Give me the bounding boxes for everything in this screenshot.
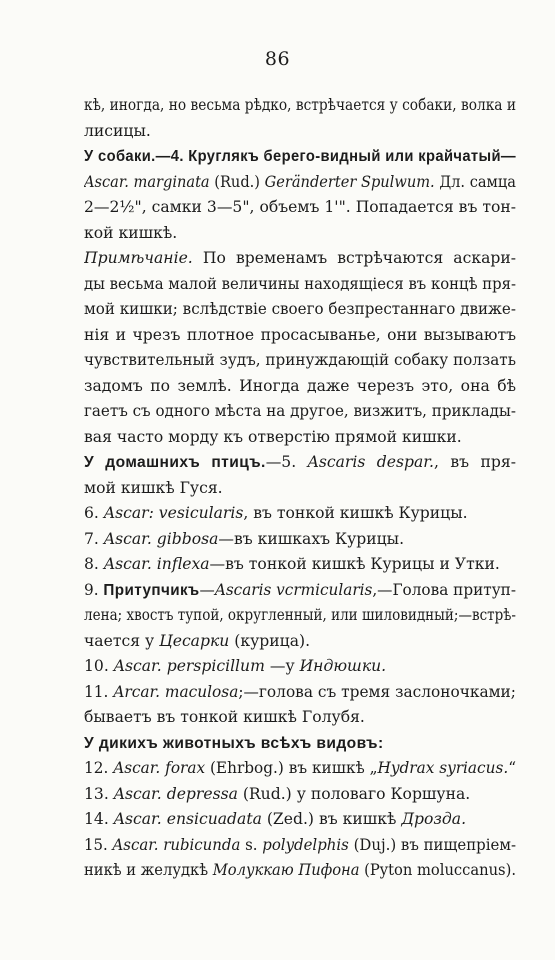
- text-run: чается у: [84, 631, 160, 650]
- italic-run: Ascar. inflexa: [103, 555, 210, 573]
- text-run: 6.: [84, 504, 104, 522]
- line-content: [84, 603, 516, 629]
- line-content: [84, 680, 516, 706]
- text-line: [84, 450, 516, 476]
- text-line: [84, 807, 516, 833]
- text-line: [84, 348, 516, 374]
- text-run: кой кишкѣ.: [84, 223, 178, 242]
- italic-run: Hydrax syriacus.: [377, 759, 509, 777]
- text-run: гаетъ съ одного мѣста на другое, визжитъ, приклады-: [84, 402, 516, 420]
- text-line: [84, 323, 516, 349]
- text-run: (Pyton moluccanus).: [359, 861, 516, 879]
- italic-run: Ascar. rubicunda: [112, 835, 241, 854]
- text-run: —у: [264, 657, 300, 675]
- line-content: [84, 756, 516, 782]
- text-line: [84, 170, 516, 196]
- bold-heading-run: У собаки.—4. Круглякъ берего-видный или крайчатый—: [84, 148, 516, 165]
- text-line: [84, 501, 516, 527]
- italic-run: Дрозда.: [401, 810, 467, 828]
- line-content: [84, 858, 516, 884]
- line-content: [84, 501, 468, 527]
- text-run: 10.: [84, 657, 114, 675]
- text-line: [84, 756, 516, 782]
- italic-run: Arcar. maculosa: [113, 682, 239, 701]
- text-line: [84, 603, 516, 629]
- text-run: —въ кишкахъ Курицы.: [218, 529, 405, 548]
- line-content: [84, 297, 516, 323]
- line-content: [84, 425, 462, 451]
- text-line: [84, 858, 516, 884]
- text-run: , въ пря-: [433, 453, 516, 471]
- text-run: По временамъ встрѣчаются аскари-: [192, 249, 516, 267]
- text-run: 2—2½", самки 3—5", объемъ 1'". Попадается въ тон-: [84, 198, 516, 216]
- text-run: —5.: [265, 453, 308, 471]
- page-number: 86: [264, 48, 291, 70]
- text-run: чувствительный зудъ, принуждающій собаку ползать: [84, 351, 516, 369]
- line-content: [84, 195, 516, 221]
- text-run: 8.: [84, 555, 104, 573]
- line-content: [84, 450, 516, 476]
- text-line: [84, 93, 516, 119]
- italic-run: Ascar. perspicillum: [113, 657, 265, 675]
- text-run: вая часто морду къ отверстію прямой кишки.: [84, 427, 462, 446]
- text-run: 11.: [84, 682, 114, 701]
- line-content: [84, 374, 516, 400]
- line-content: [84, 527, 404, 553]
- italic-run: Ascar. gibbosa: [103, 529, 219, 548]
- text-line: [84, 425, 516, 451]
- text-line: [84, 195, 516, 221]
- text-run: мой кишкѣ Гуся.: [84, 478, 223, 497]
- text-run: —: [199, 580, 215, 599]
- text-run: 13.: [84, 784, 114, 803]
- line-content: [84, 807, 466, 833]
- text-line: [84, 374, 516, 400]
- italic-run: Индюшки.: [299, 657, 387, 675]
- text-run: (Ehrbog.) въ кишкѣ „: [205, 759, 378, 777]
- line-content: [84, 705, 365, 731]
- text-line: [84, 297, 516, 323]
- line-content: [84, 731, 384, 757]
- line-content: [84, 476, 223, 502]
- italic-run: Ascar: vesicularis: [103, 504, 244, 522]
- line-content: [84, 93, 516, 119]
- text-line: [84, 731, 516, 757]
- line-content: [84, 119, 151, 145]
- text-run: ды весьма малой величины находящіеся въ концѣ пря-: [84, 274, 516, 293]
- text-line: [84, 144, 516, 170]
- italic-run: Ascaris vcrmicularis: [214, 580, 373, 599]
- text-line: [84, 476, 516, 502]
- line-content: [84, 348, 516, 374]
- text-line: [84, 654, 516, 680]
- text-run: (Rud.): [209, 172, 265, 191]
- italic-run: Примѣчаніе.: [84, 249, 193, 267]
- text-run: кѣ, иногда, но весьма рѣдко, встрѣчается у собаки, волка и: [84, 96, 516, 114]
- italic-run: polydelphis: [262, 835, 349, 854]
- line-content: [84, 833, 516, 859]
- text-run: бываетъ въ тонкой кишкѣ Голубя.: [84, 708, 365, 726]
- text-line: [84, 399, 516, 425]
- italic-run: Ascar. marginata: [84, 172, 210, 191]
- text-run: (Duj.) въ пищепріем-: [348, 835, 516, 854]
- body-text: [84, 93, 516, 884]
- italic-run: Цесарки: [159, 631, 230, 650]
- text-run: “: [508, 759, 516, 777]
- text-line: [84, 119, 516, 145]
- text-run: 12.: [84, 759, 114, 777]
- text-run: мой кишки; вслѣдствіе своего безпрестаннаго движе-: [84, 300, 516, 318]
- italic-run: Ascar. ensicuadata: [113, 810, 262, 828]
- text-run: 7.: [84, 529, 104, 548]
- text-run: ,—Голова притуп-: [372, 580, 516, 599]
- text-run: лисицы.: [84, 121, 151, 140]
- text-run: 15.: [84, 835, 113, 854]
- text-run: , въ тонкой кишкѣ Курицы.: [243, 504, 468, 522]
- line-content: [84, 170, 516, 196]
- italic-run: Ascaris despar.: [307, 453, 434, 471]
- italic-run: Ascar. depressa: [113, 784, 238, 803]
- line-content: [84, 246, 516, 272]
- text-run: 14.: [84, 810, 114, 828]
- bold-heading-run: У дикихъ животныхъ всѣхъ видовъ:: [84, 734, 384, 752]
- line-content: [84, 782, 470, 808]
- text-run: —въ тонкой кишкѣ Курицы и Утки.: [209, 555, 500, 573]
- text-run: Дл. самца: [434, 172, 516, 191]
- line-content: [84, 272, 516, 298]
- line-content: [84, 323, 516, 349]
- text-line: [84, 680, 516, 706]
- text-line: [84, 527, 516, 553]
- text-run: никѣ и желудкѣ: [84, 861, 213, 879]
- text-run: ;—голова съ тремя заслоночками;: [238, 682, 516, 701]
- line-content: [84, 629, 310, 655]
- text-run: 9.: [84, 580, 104, 599]
- text-line: [84, 833, 516, 859]
- text-line: [84, 705, 516, 731]
- line-content: [84, 552, 500, 578]
- italic-run: Geränderter Spulwum.: [264, 172, 435, 191]
- line-content: [84, 221, 177, 247]
- text-line: [84, 552, 516, 578]
- text-line: [84, 782, 516, 808]
- text-run: лена; хвостъ тупой, округленный, или шиловидный;—встрѣ-: [84, 606, 516, 624]
- line-content: [84, 654, 386, 680]
- text-run: s.: [240, 835, 263, 854]
- text-run: (курица).: [229, 631, 311, 650]
- bold-heading-run: Притупчикъ: [103, 581, 200, 599]
- text-run: (Rud.) у половаго Коршуна.: [237, 784, 471, 803]
- text-line: [84, 221, 516, 247]
- text-run: (Zed.) въ кишкѣ: [261, 810, 402, 828]
- text-line: [84, 272, 516, 298]
- italic-run: Молуккаю Пифона: [212, 861, 360, 879]
- text-run: задомъ по землѣ. Иногда даже черезъ это, она бѣ: [84, 376, 516, 395]
- text-run: нія и чрезъ плотное просасыванье, они вызываютъ: [84, 325, 516, 344]
- italic-run: Ascar. forax: [113, 759, 206, 777]
- line-content: [84, 144, 516, 170]
- bold-heading-run: У домашнихъ птицъ.: [84, 454, 266, 471]
- text-line: [84, 246, 516, 272]
- line-content: [84, 399, 516, 425]
- line-content: [84, 578, 516, 604]
- text-line: [84, 578, 516, 604]
- text-line: [84, 629, 516, 655]
